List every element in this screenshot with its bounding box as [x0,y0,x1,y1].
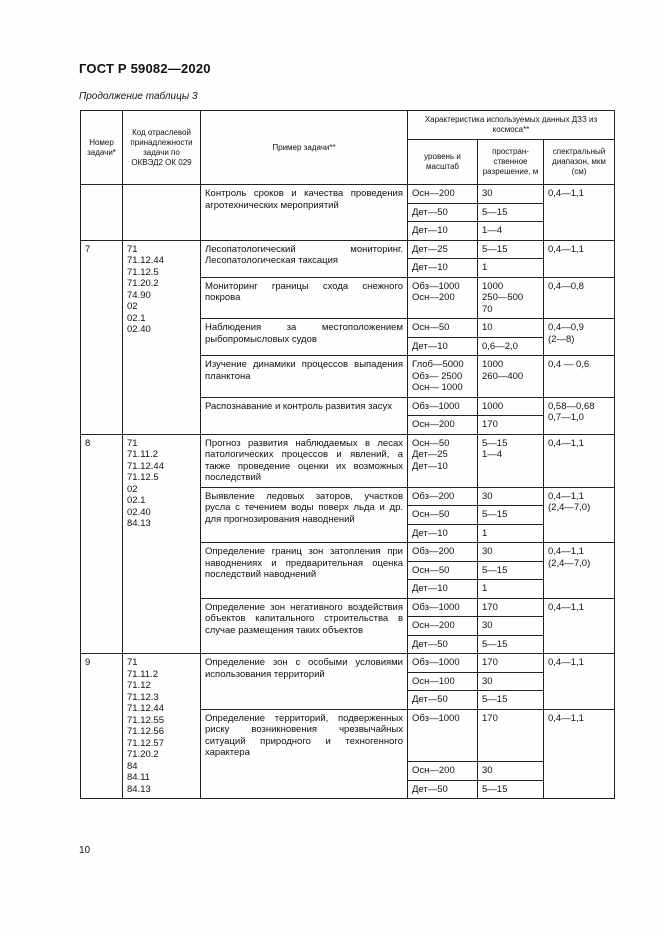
task-number-cell: 8 [81,434,123,654]
resolution-cell: 170 [478,654,544,673]
level-scale-cell: Дет—10 [408,259,478,278]
level-scale-cell: Осн—50 [408,319,478,338]
resolution-cell: 1000 260—400 [478,356,544,398]
table-body [81,185,615,799]
task-example-cell: Лесопатологический мониторинг. Лесопатологическая таксация [201,240,408,277]
resolution-cell: 30 [478,185,544,204]
task-example-cell: Определение границ зон затопления при наводнениях и предварительная оценка последствий наводнений [201,543,408,599]
document-title: ГОСТ Р 59082—2020 [79,61,211,76]
task-example-cell: Определение зон с особыми условиями использования территорий [201,654,408,710]
level-scale-cell: Дет—25 [408,240,478,259]
spectral-range-cell: 0,58—0,68 0,7—1,0 [544,397,615,434]
spectral-range-cell: 0,4—1,1 [544,709,615,799]
task-example-cell: Определение территорий, подверженных риску возникновения чрезвычайных ситуаций природного и техногенного характера [201,709,408,799]
table-row [81,654,615,673]
level-scale-cell: Дет—10 [408,524,478,543]
spectral-range-cell: 0,4—1,1 [544,240,615,277]
spectral-range-cell: 0,4—1,1 [544,598,615,654]
level-scale-cell: Дет—10 [408,337,478,356]
data-table [80,110,615,799]
table-row [81,185,615,204]
level-scale-cell: Осн—50 [408,561,478,580]
task-example-cell: Наблюдения за местоположением рыбопромысловых судов [201,319,408,356]
task-number-cell [81,185,123,241]
level-scale-cell: Дет—10 [408,580,478,599]
spectral-range-cell: 0,4—0,9 (2—8) [544,319,615,356]
resolution-cell: 170 [478,416,544,435]
resolution-cell: 1000 [478,397,544,416]
resolution-cell: 5—15 [478,780,544,799]
header-level: уровень и масштаб [408,140,478,185]
resolution-cell: 30 [478,672,544,691]
spectral-range-cell: 0,4—1,1 [544,434,615,487]
level-scale-cell: Обз—1000 [408,709,478,762]
level-scale-cell: Осн—100 [408,672,478,691]
header-number: Номер задачи* [81,111,123,185]
resolution-cell: 5—15 1—4 [478,434,544,487]
resolution-cell: 30 [478,617,544,636]
okved-code-cell: 71 71.11.2 71.12.44 71.12.5 02 02.1 02.40 84.13 [123,434,201,654]
level-scale-cell: Осн—50 [408,506,478,525]
table-row [81,240,615,259]
level-scale-cell: Обз—1000 [408,654,478,673]
level-scale-cell: Глоб—5000 Обз— 2500 Осн— 1000 [408,356,478,398]
resolution-cell: 30 [478,487,544,506]
resolution-cell: 1—4 [478,222,544,241]
resolution-cell: 10 [478,319,544,338]
level-scale-cell: Обз—1000 [408,598,478,617]
task-example-cell: Прогноз развития наблюдаемых в лесах патологических процессов и явлений, а также проведение оценки их возможных последствий [201,434,408,487]
header-characteristics: Характеристика используемых данных ДЗЗ из космоса** [408,111,615,140]
spectral-range-cell: 0,4 — 0,6 [544,356,615,398]
table-row [81,434,615,487]
level-scale-cell: Обз—1000 Осн—200 [408,277,478,319]
level-scale-cell: Дет—50 [408,780,478,799]
level-scale-cell: Дет—50 [408,691,478,710]
okved-code-cell: 71 71.12.44 71.12.5 71.20.2 74.90 02 02.1 02.40 [123,240,201,434]
task-example-cell: Распознавание и контроль развития засух [201,397,408,434]
level-scale-cell: Обз—1000 [408,397,478,416]
task-example-cell: Выявление ледовых заторов, участков русла с течением воды поверх льда и др. для прогнозирования наводнений [201,487,408,543]
header-example: Пример задачи** [201,111,408,185]
level-scale-cell: Осн—200 [408,617,478,636]
spectral-range-cell: 0,4—0,8 [544,277,615,319]
resolution-cell: 170 [478,598,544,617]
level-scale-cell: Дет—10 [408,222,478,241]
task-number-cell: 7 [81,240,123,434]
level-scale-cell: Осн—50 Дет—25 Дет—10 [408,434,478,487]
level-scale-cell: Дет—50 [408,203,478,222]
task-example-cell: Изучение динамики процессов выпадения планктона [201,356,408,398]
table-header [81,111,615,185]
resolution-cell: 1 [478,524,544,543]
spectral-range-cell: 0,4—1,1 [544,654,615,710]
resolution-cell: 1 [478,580,544,599]
resolution-cell: 30 [478,762,544,781]
resolution-cell: 5—15 [478,240,544,259]
header-code: Код отраслевой принадлежности задачи по ОКВЭД2 ОК 029 [123,111,201,185]
resolution-cell: 30 [478,543,544,562]
resolution-cell: 1 [478,259,544,278]
resolution-cell: 5—15 [478,561,544,580]
task-example-cell: Мониторинг границы схода снежного покрова [201,277,408,319]
spectral-range-cell: 0,4—1,1 (2,4—7,0) [544,543,615,599]
level-scale-cell: Дет—50 [408,635,478,654]
okved-code-cell [123,185,201,241]
task-example-cell: Контроль сроков и качества проведения агротехнических мероприятий [201,185,408,241]
level-scale-cell: Осн—200 [408,416,478,435]
table-caption: Продолжение таблицы 3 [79,91,198,102]
header-spectral: спектральный диапазон, мкм (см) [544,140,615,185]
level-scale-cell: Обз—200 [408,543,478,562]
task-example-cell: Определение зон негативного воздействия объектов капитального строительства в случае размещения таких объектов [201,598,408,654]
header-resolution: простран-ственное разрешение, м [478,140,544,185]
spectral-range-cell: 0,4—1,1 (2,4—7,0) [544,487,615,543]
level-scale-cell: Осн—200 [408,185,478,204]
task-number-cell: 9 [81,654,123,799]
level-scale-cell: Обз—200 [408,487,478,506]
resolution-cell: 0,6—2,0 [478,337,544,356]
resolution-cell: 5—15 [478,691,544,710]
okved-code-cell: 71 71.11.2 71.12 71.12.3 71.12.44 71.12.55 71.12.56 71.12.57 71.20.2 84 84.11 84.13 [123,654,201,799]
resolution-cell: 170 [478,709,544,762]
spectral-range-cell: 0,4—1,1 [544,185,615,241]
level-scale-cell: Осн—200 [408,762,478,781]
resolution-cell: 1000 250—500 70 [478,277,544,319]
page-number: 10 [79,845,91,856]
resolution-cell: 5—15 [478,635,544,654]
resolution-cell: 5—15 [478,203,544,222]
resolution-cell: 5—15 [478,506,544,525]
